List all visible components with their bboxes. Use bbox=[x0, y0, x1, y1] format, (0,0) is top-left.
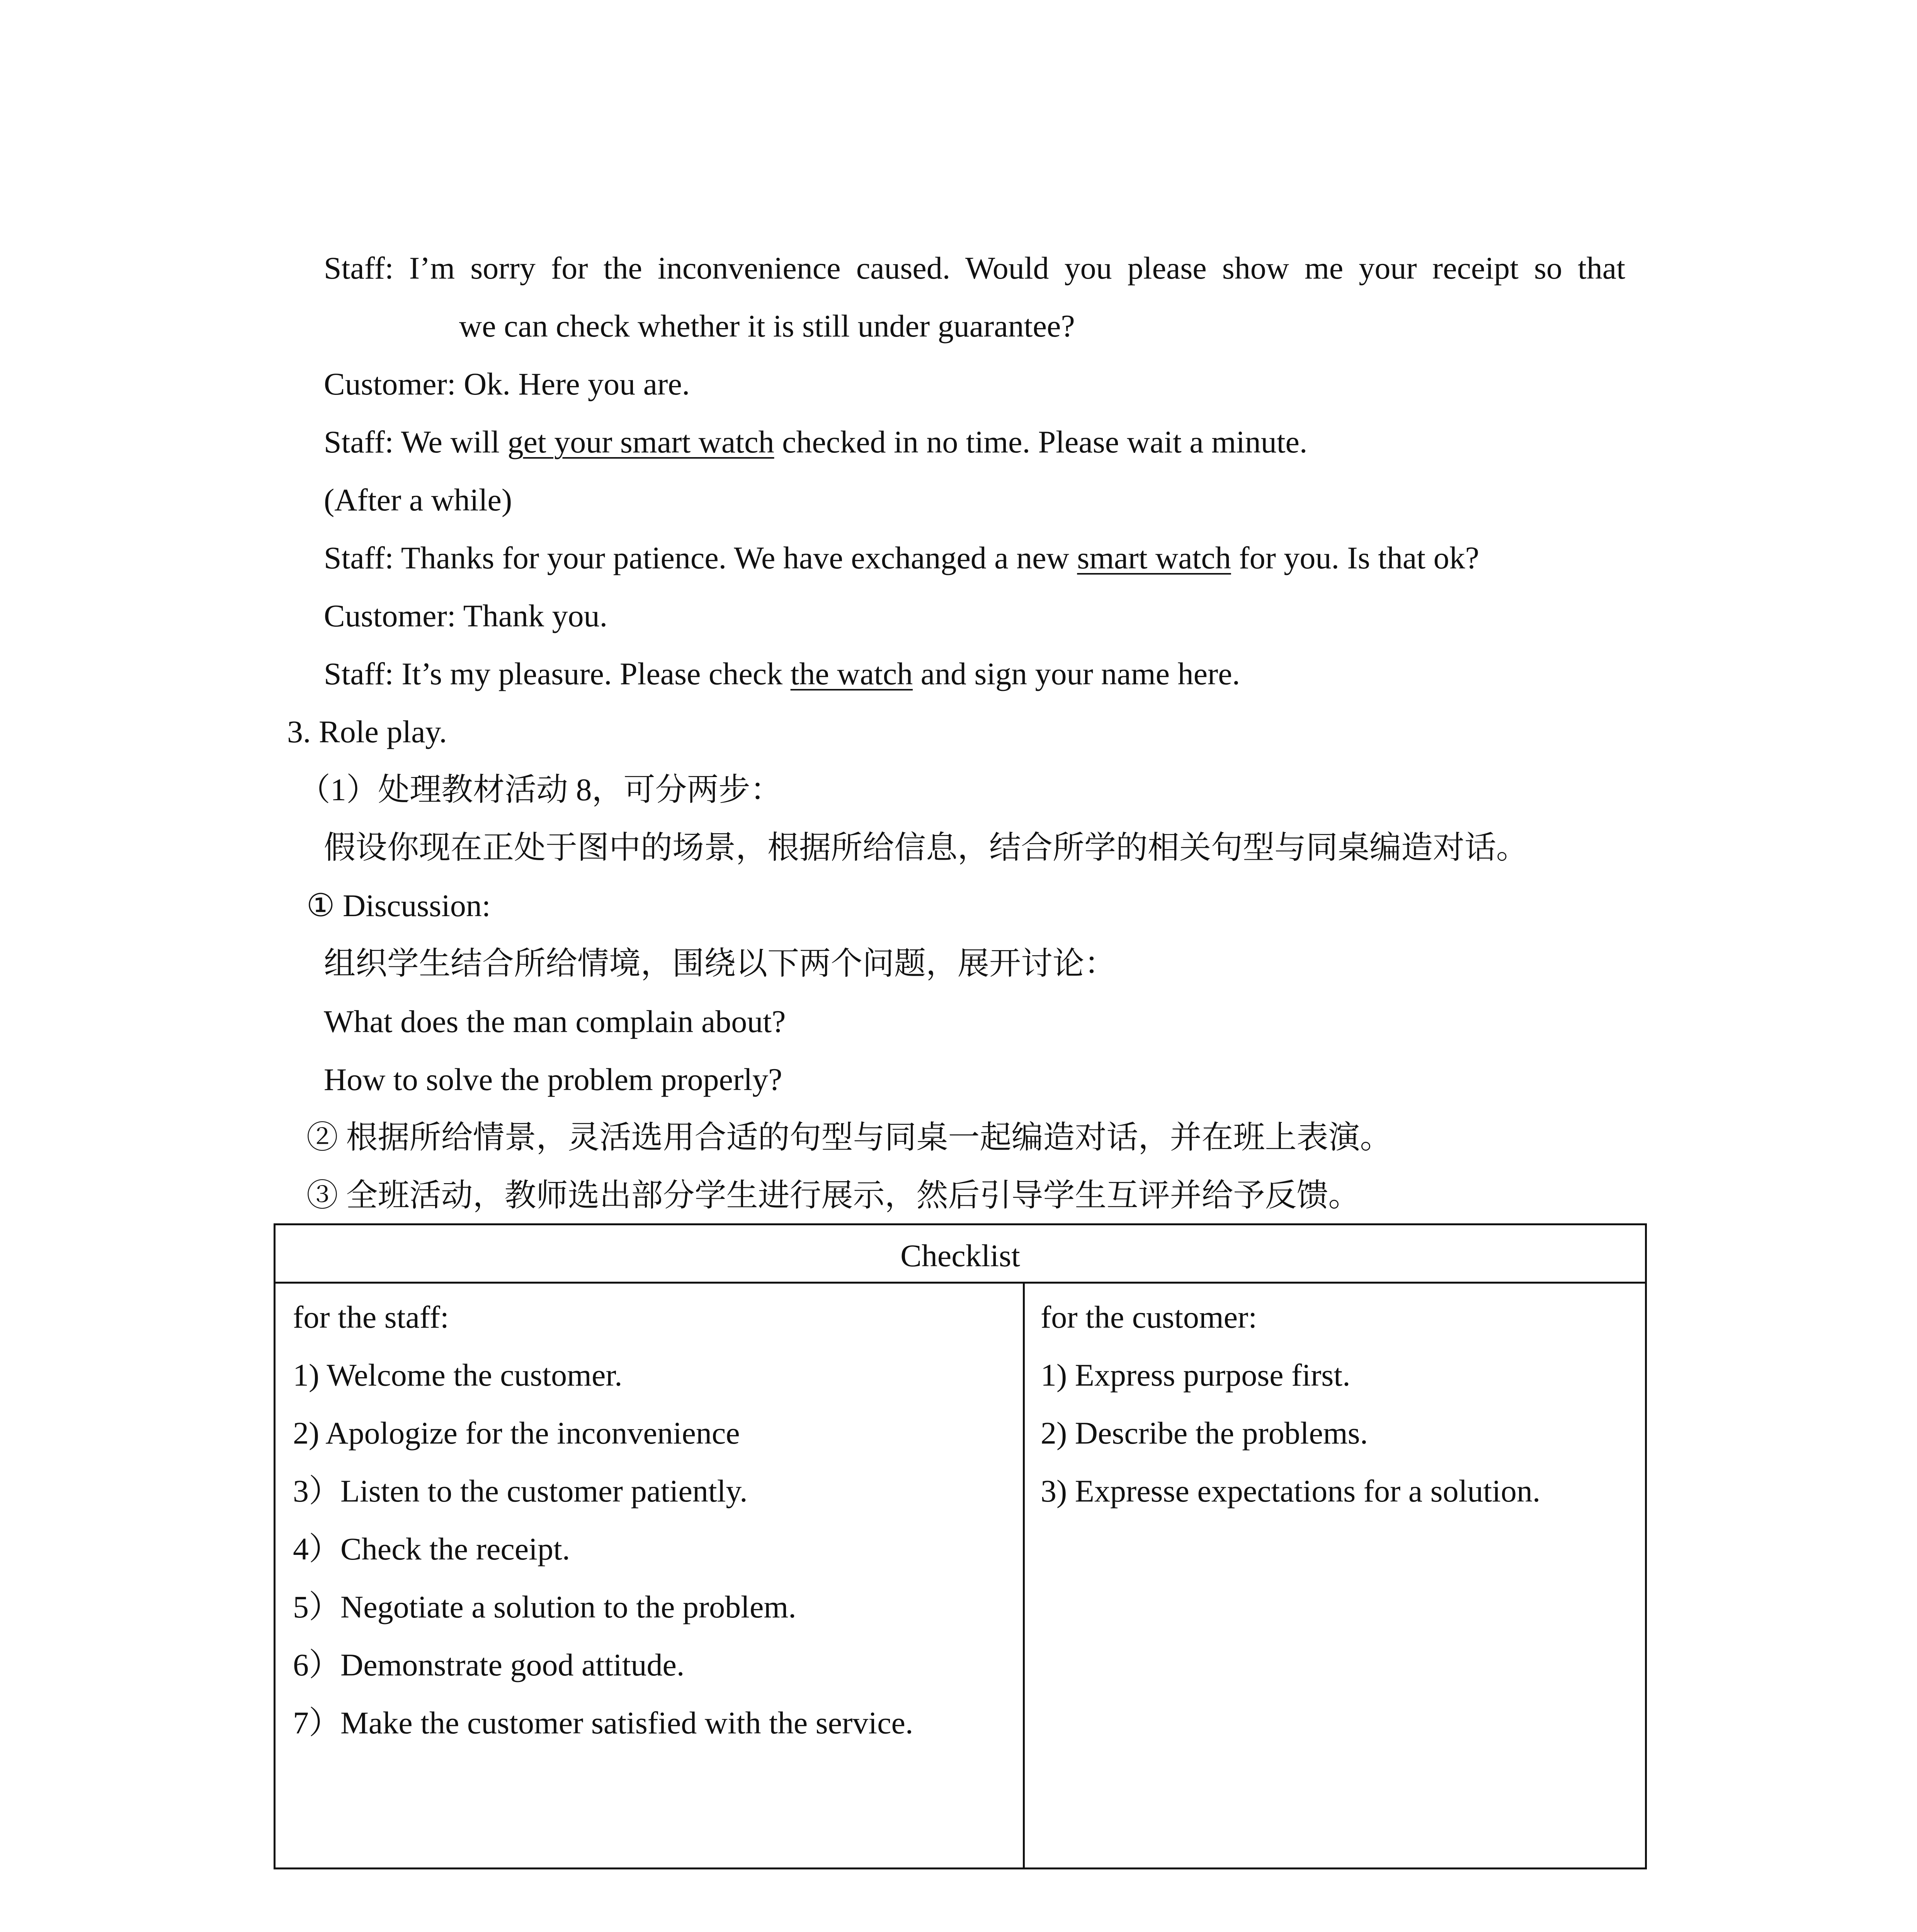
dialogue-text: and sign your name here. bbox=[913, 656, 1240, 691]
dialogue-line: Staff: I’m sorry for the inconvenience caused. Would you please show me your receipt so that bbox=[324, 250, 1625, 286]
dialogue-text: Staff: We will bbox=[324, 424, 508, 459]
table-divider bbox=[276, 1282, 1645, 1284]
underlined-phrase: smart watch bbox=[1077, 540, 1231, 575]
dialogue-text: checked in no time. Please wait a minute. bbox=[774, 424, 1308, 459]
list-item: 1) Express purpose first. bbox=[1041, 1357, 1351, 1393]
list-item: 3）Listen to the customer patiently. bbox=[293, 1473, 748, 1509]
list-item: 6）Demonstrate good attitude. bbox=[293, 1647, 685, 1682]
list-item: 1) Welcome the customer. bbox=[293, 1357, 623, 1393]
instruction-text: 组织学生结合所给情境，围绕以下两个问题，展开讨论： bbox=[324, 946, 1116, 981]
checklist-title: Checklist bbox=[900, 1238, 1020, 1273]
discussion-question: How to solve the problem properly? bbox=[324, 1062, 782, 1097]
list-item: 7）Make the customer satisfied with the service. bbox=[293, 1705, 913, 1740]
list-item: 2) Apologize for the inconvenience bbox=[293, 1415, 740, 1451]
section-heading: 3. Role play. bbox=[287, 714, 447, 749]
discussion-label: ① Discussion: bbox=[306, 888, 491, 923]
table-divider bbox=[1023, 1282, 1025, 1867]
dialogue-text: Staff: It’s my pleasure. Please check bbox=[324, 656, 791, 691]
dialogue-line: Customer: Thank you. bbox=[324, 598, 608, 633]
dialogue-line bbox=[324, 426, 1307, 458]
customer-column-heading: for the customer: bbox=[1041, 1299, 1257, 1335]
dialogue-line: we can check whether it is still under guarantee? bbox=[459, 308, 1075, 344]
step-instruction: （1）处理教材活动 8，可分两步： bbox=[299, 772, 782, 807]
dialogue-text: Staff: Thanks for your patience. We have exchanged a new bbox=[324, 540, 1077, 575]
dialogue-line bbox=[324, 542, 1479, 574]
dialogue-line bbox=[324, 658, 1240, 690]
checklist-table bbox=[274, 1223, 1647, 1869]
instruction-text: 假设你现在正处于图中的场景，根据所给信息，结合所学的相关句型与同桌编造对话。 bbox=[324, 830, 1528, 865]
dialogue-line: Customer: Ok. Here you are. bbox=[324, 366, 690, 401]
instruction-text: ③ 全班活动，教师选出部分学生进行展示，然后引导学生互评并给予反馈。 bbox=[306, 1178, 1360, 1213]
stage-direction: (After a while) bbox=[324, 482, 512, 517]
list-item: 4）Check the receipt. bbox=[293, 1531, 570, 1566]
underlined-phrase: the watch bbox=[790, 656, 913, 691]
list-item: 3) Expresse expectations for a solution. bbox=[1041, 1473, 1541, 1509]
list-item: 5）Negotiate a solution to the problem. bbox=[293, 1589, 796, 1624]
discussion-question: What does the man complain about? bbox=[324, 1004, 786, 1039]
list-item: 2) Describe the problems. bbox=[1041, 1415, 1368, 1451]
instruction-text: ② 根据所给情景，灵活选用合适的句型与同桌一起编造对话，并在班上表演。 bbox=[306, 1120, 1392, 1155]
staff-column-heading: for the staff: bbox=[293, 1299, 449, 1335]
underlined-phrase: get your smart watch bbox=[507, 424, 774, 459]
dialogue-text: for you. Is that ok? bbox=[1231, 540, 1479, 575]
